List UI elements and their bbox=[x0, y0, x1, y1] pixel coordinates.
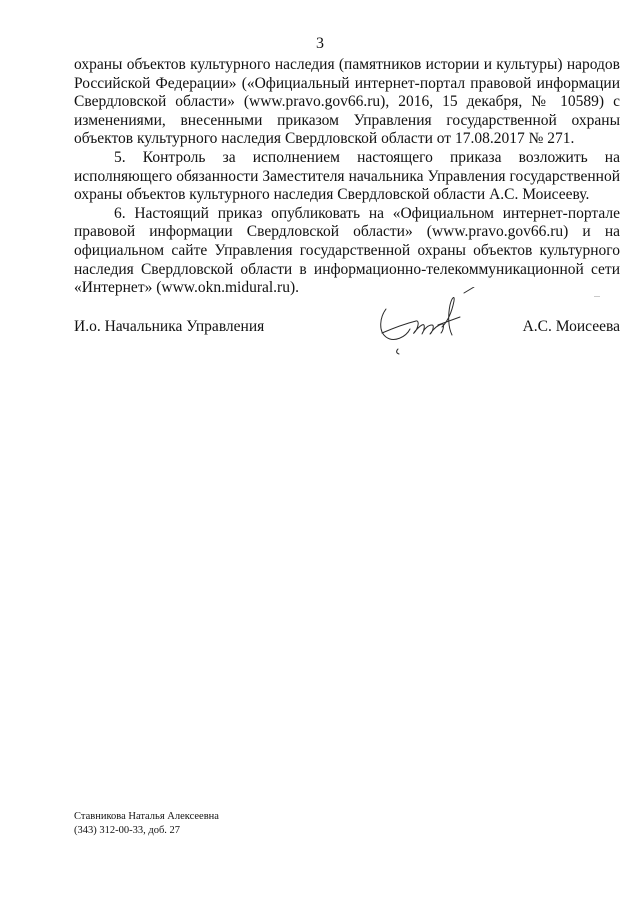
scan-mark bbox=[594, 296, 600, 297]
executor-name: Ставникова Наталья Алексеевна bbox=[74, 811, 219, 822]
document-body bbox=[74, 56, 620, 298]
signatory-name: А.С. Моисеева bbox=[522, 318, 620, 335]
signatory-title: И.о. Начальника Управления bbox=[74, 318, 265, 335]
paragraph-continuation: охраны объектов культурного наследия (памятников истории и культуры) народов Российской Федерации» («Официальный интернет-портал правовой информации Свердловской области» (www.pravo.gov66.ru), 2016, 15 декабря, № 10589) с изменениями, внесенными приказом Управления государственной охраны объектов культурного наследия Свердловской области от 17.08.2017 № 271. bbox=[74, 56, 620, 148]
page-number: 3 bbox=[316, 35, 324, 52]
handwritten-signature bbox=[372, 287, 482, 357]
executor-phone: (343) 312-00-33, доб. 27 bbox=[74, 825, 181, 836]
executor-info bbox=[74, 810, 219, 838]
paragraph-item-6: 6. Настоящий приказ опубликовать на «Официальном интернет-портале правовой информации Свердловской области» (www.pravo.gov66.ru) и на официальном сайте Управления государственной охраны объектов культурного наследия Свердловской области в информационно-телекоммуникационной сети «Интернет» (www.okn.midural.ru). bbox=[74, 204, 620, 297]
paragraph-item-5: 5. Контроль за исполнением настоящего приказа возложить на исполняющего обязанности Заместителя начальника Управления государственной охраны объектов культурного наследия Свердловской области А.С. Моисееву. bbox=[74, 148, 620, 204]
